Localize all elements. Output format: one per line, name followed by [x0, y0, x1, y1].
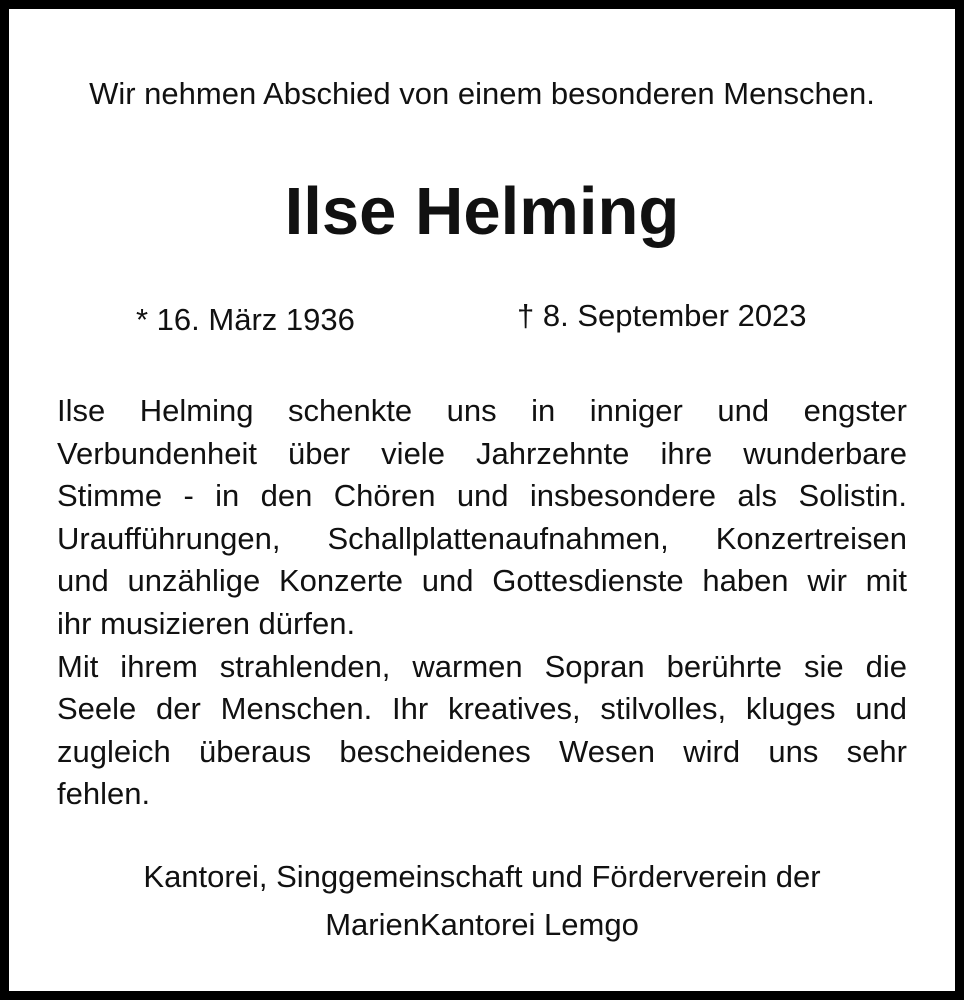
tribute-paragraph-2 [57, 646, 907, 816]
text-line: Verbundenheit über viele Jahrzehnte ihre wunderbare [57, 435, 907, 471]
text-line: und unzählige Konzerte und Gottesdienste haben wir mit [57, 563, 907, 599]
text-line: Seele der Menschen. Ihr kreatives, stilvolles, kluges und [57, 691, 907, 727]
signature-line-2: MarienKantorei Lemgo [325, 907, 639, 942]
death-date: † 8. September 2023 [517, 298, 807, 333]
tribute-text [57, 390, 907, 816]
signature-line-1: Kantorei, Singgemeinschaft und Förderverein der [143, 859, 821, 894]
intro-line: Wir nehmen Abschied von einem besonderen Menschen. [89, 76, 875, 111]
deceased-name: Ilse Helming [284, 174, 680, 249]
birth-date: * 16. März 1936 [136, 302, 355, 337]
text-line: fehlen. [57, 776, 151, 812]
text-line: Stimme - in den Chören und insbesondere als Solistin. [57, 478, 907, 514]
text-line: ihr musizieren dürfen. [57, 605, 356, 641]
text-line: Ilse Helming schenkte uns in inniger und engster [57, 393, 907, 428]
signature [0, 853, 964, 949]
text-line: Mit ihrem strahlenden, warmen Sopran berührte sie die [57, 648, 907, 684]
text-line: Uraufführungen, Schallplattenaufnahmen, Konzertreisen [57, 520, 907, 556]
text-line: zugleich überaus bescheidenes Wesen wird uns sehr [57, 733, 907, 769]
tribute-paragraph-1 [57, 390, 907, 646]
